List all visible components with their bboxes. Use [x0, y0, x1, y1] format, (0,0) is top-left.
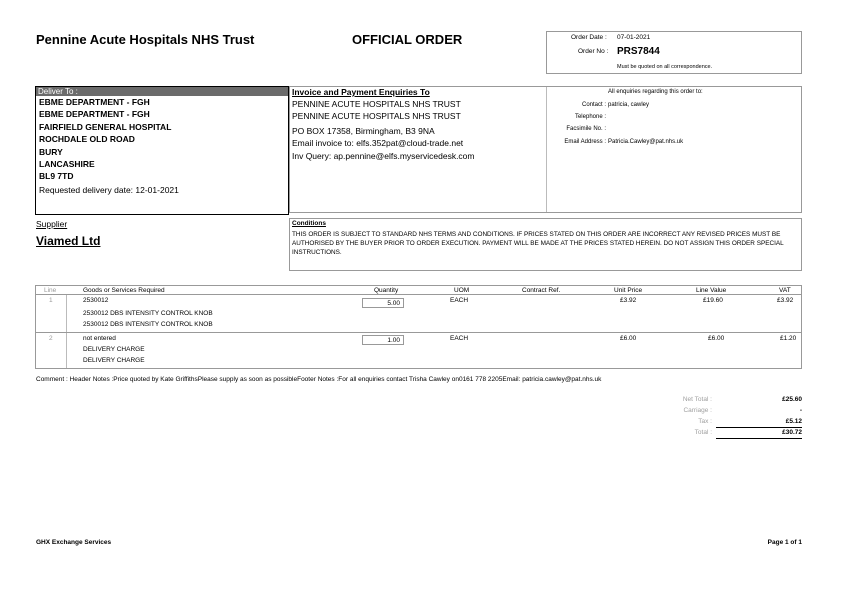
item-description: 2530012 DBS INTENSITY CONTROL KNOB — [83, 321, 213, 328]
unit-price: £6.00 — [620, 335, 637, 342]
invoice-email[interactable]: Email invoice to: elfs.352pat@cloud-trade.net — [292, 138, 464, 148]
page-number: Page 1 of 1 — [767, 539, 802, 546]
requested-delivery-date: Requested delivery date: 12-01-2021 — [39, 185, 179, 195]
supplier-name: Viamed Ltd — [36, 234, 101, 248]
net-total-label: Net Total : — [682, 396, 712, 403]
invoice-box — [289, 86, 802, 213]
table-row — [35, 295, 802, 333]
table-header — [35, 285, 802, 295]
order-date: 07-01-2021 — [617, 34, 651, 41]
line-value: £6.00 — [708, 335, 725, 342]
order-date-label: Order Date : — [571, 34, 607, 41]
contact-value: patricia, cawley — [608, 102, 650, 108]
quantity-field[interactable]: 1.00 — [362, 335, 404, 345]
footer-provider: GHX Exchange Services — [36, 539, 112, 546]
unit-price: £3.92 — [620, 297, 637, 304]
carriage-value: - — [799, 407, 802, 414]
item-code: 2530012 — [83, 297, 109, 304]
vat-value: £1.20 — [780, 335, 797, 342]
uom: EACH — [450, 335, 469, 342]
column-header: UOM — [454, 287, 470, 294]
invoice-query[interactable]: Inv Query: ap.pennine@elfs.myservicedesk.com — [292, 151, 475, 161]
email-label: Email Address : — [564, 139, 606, 145]
email-value[interactable]: Patricia.Cawley@pat.nhs.uk — [608, 139, 684, 145]
column-header: Goods or Services Required — [83, 287, 165, 294]
total-value: £30.72 — [782, 429, 802, 436]
invoice-line: PENNINE ACUTE HOSPITALS NHS TRUST — [292, 99, 461, 109]
tax-label: Tax : — [698, 418, 712, 425]
column-header: Line — [44, 287, 57, 294]
conditions-title: Conditions — [292, 220, 326, 227]
deliver-line: EBME DEPARTMENT - FGH — [39, 97, 150, 107]
quantity-field[interactable]: 5.00 — [362, 298, 404, 308]
order-no-label: Order No : — [578, 48, 609, 55]
deliver-line: EBME DEPARTMENT - FGH — [39, 109, 150, 119]
order-note: Must be quoted on all correspondence. — [617, 64, 713, 70]
enquiries-heading: All enquiries regarding this order to: — [608, 89, 703, 95]
order-comment: Comment : Header Notes :Price quoted by Kate GriffithsPlease supply as soon as possibleFooter Notes :For all enquiries contact Trisha Cawley on0161 778 2205Email: patricia.cawley@pat.nhs.uk — [36, 376, 602, 383]
deliver-to-heading: Deliver To : — [36, 87, 288, 96]
tax-value: £5.12 — [785, 418, 802, 425]
column-header: Line Value — [696, 287, 727, 294]
deliver-line: FAIRFIELD GENERAL HOSPITAL — [39, 122, 172, 132]
table-row — [35, 333, 802, 369]
deliver-line: ROCHDALE OLD ROAD — [39, 134, 135, 144]
column-header: VAT — [779, 287, 791, 294]
contact-label: Contact : — [581, 102, 606, 108]
item-description: DELIVERY CHARGE — [83, 346, 145, 353]
column-header: Unit Price — [614, 287, 643, 294]
net-total-value: £25.60 — [782, 396, 802, 403]
invoice-line: PO BOX 17358, Birmingham, B3 9NA — [292, 126, 435, 136]
line-number: 1 — [49, 297, 53, 304]
total-underline — [716, 438, 802, 439]
vat-value: £3.92 — [777, 297, 794, 304]
line-number: 2 — [49, 335, 53, 342]
item-description: DELIVERY CHARGE — [83, 357, 145, 364]
document-title: OFFICIAL ORDER — [352, 32, 463, 47]
item-description: 2530012 DBS INTENSITY CONTROL KNOB — [83, 310, 213, 317]
trust-name: Pennine Acute Hospitals NHS Trust — [36, 32, 255, 47]
carriage-label: Carriage : — [683, 407, 712, 414]
invoice-heading: Invoice and Payment Enquiries To — [292, 87, 430, 97]
conditions-text: THIS ORDER IS SUBJECT TO STANDARD NHS TERMS AND CONDITIONS. IF PRICES STATED ON THIS ORDER ARE INCORRECT ANY REVISED PRICES MUST BE AUTHORISED BY THE BUYER PRIOR TO ORDER EXECUTION. PAYMENT WILL BE MADE AT THE PRICES STATED HEREIN. DO NOT ASSIGN THIS ORDER SPECIAL INSTRUCTIONS. — [292, 231, 784, 256]
deliver-line: BL9 7TD — [39, 171, 74, 181]
invoice-divider — [546, 87, 547, 212]
telephone-label: Telephone : — [574, 114, 606, 120]
uom: EACH — [450, 297, 469, 304]
deliver-to-box — [35, 86, 289, 215]
fax-label: Facsimile No. : — [566, 126, 606, 132]
order-number: PRS7844 — [617, 46, 660, 57]
column-header: Quantity — [374, 287, 399, 294]
order-info-box — [546, 31, 802, 74]
line-value: £19.60 — [703, 297, 723, 304]
column-header: Contract Ref. — [522, 287, 561, 294]
total-label: Total : — [694, 429, 712, 436]
item-code: not entered — [83, 335, 116, 342]
deliver-line: BURY — [39, 147, 63, 157]
deliver-line: LANCASHIRE — [39, 159, 95, 169]
total-divider — [716, 427, 802, 428]
supplier-label: Supplier — [36, 219, 68, 229]
invoice-line: PENNINE ACUTE HOSPITALS NHS TRUST — [292, 111, 461, 121]
conditions-box — [289, 218, 802, 271]
